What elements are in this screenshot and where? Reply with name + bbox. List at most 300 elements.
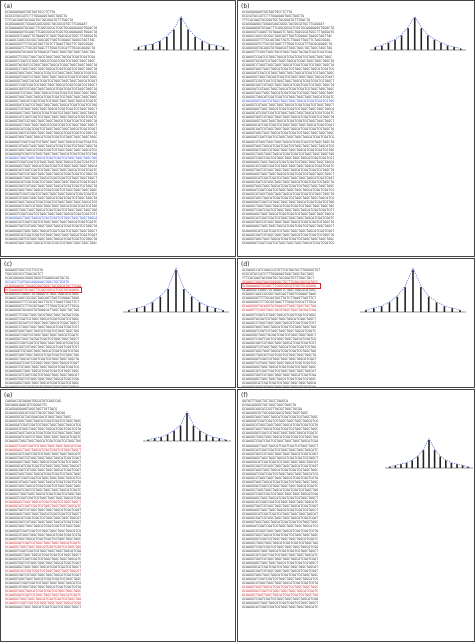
sequence-row: GCAGGAGGAAGTAGGTAGTTATTACG [5, 407, 58, 412]
histogram-bar [400, 464, 402, 468]
sequence-row: GCAAGGTAGCTAGCTAGCATCGATCGATCGTAGCTAGCTAGCTAGC [5, 135, 98, 140]
panel-b [237, 0, 475, 257]
sequence-row: GCAAGGGCTAGCTACGATCGATCGTAGCTAGCTAGCT [5, 336, 80, 341]
sequence-row: GCAAGGTAGCTAGCTAGCATCGATCGATCGTAGCTAGC [5, 419, 82, 424]
sequence-row: GCAAGGCTAGCATCGATCGATCGTAGCTAGCTAGCTAGCATCGATC [5, 99, 98, 104]
sequence-list [5, 399, 81, 609]
sequence-row: GCAAGGAGCTAGCTAGCATCGATCGATCGTAGCTAGC [242, 365, 317, 370]
sequence-row: GCAAGGTCGATCGATCGTAGCTAGCTAGCATCGATCG [242, 336, 317, 341]
histogram-bar [206, 435, 208, 441]
sequence-row: GCAAGGAGCTAGCTAGCATCGATCGATCGTAGCTAGCTAGCTAGCA [242, 107, 335, 112]
histogram-bar [423, 450, 425, 468]
histogram-bar [152, 302, 154, 312]
sequence-row: GCAAGGGGTACAGGTATGAACATTAGCTAGCTACTAG [5, 308, 80, 313]
sequence-row: GCAAGGATCGATCGTAGCTAGCTAGCTAGCATCGATC [242, 328, 317, 333]
sequence-row: GCAAGGTAGCTAGCATCGATCGATCGTAGCTAGCTAGC [242, 427, 319, 432]
sequence-row: GCAGGAAGGCTGGAGCAGCGGGCTACGGCATGCTTCAG [5, 284, 82, 289]
sequence-row: GCAGGAAGGCTGGAGCAGCGGGCTACGGCATGCTTCAGAAT [242, 22, 325, 27]
histogram-bar [456, 464, 458, 468]
histogram-bar [428, 440, 430, 468]
sequence-row: GCAAGGTAGCTAGCTAGCATCGATCGATCGTAGCTAGC [242, 573, 319, 578]
sequence-row: GCAAGGATCGATCGATCGTAGCTAGCTAGCTAGCATCG [242, 524, 319, 529]
sequence-row: GCAAGGTCGATCGATCGTAGCTAGCTAGCTAGCATCGA [5, 496, 82, 501]
sequence-row: GCAAGGGCATCGATCGATCGTAGCTAGCTAGCTAGCAT [242, 459, 319, 464]
sequence-row: GCAAGGAGCTAGCTAGCTAGCATCGATCGATCGTAGCT [242, 455, 319, 460]
sequence-row: GCAAGGAGCTAGCTAGCTAGCATCGATCGATCGTAGC [5, 381, 80, 386]
sequence-row: GCAAGGCATCGATCGATCGTAGCTAGCTAGCTAGCATC [242, 447, 319, 452]
panel-label: (b) [241, 3, 250, 10]
histogram-bar [414, 18, 416, 50]
sequence-row: GCAAGGTGATCGTAGCTAGCTAGCTAGCATCGATCGATCGTAGCTA [5, 224, 98, 229]
sequence-row: GCAAGGGATCGATCGTAGCTAGCTAGCTAGCATCGATCGATCGTAG [242, 99, 335, 104]
sequence-row: GCAAGGGCATCGATCGATCGTAGCTAGCTAGCTAGCATCGATCGAT [242, 123, 335, 128]
sequence-row: GCAAGGGATCGATCGTAGCTAGCTAGCTAGCATCGATC [5, 435, 82, 440]
sequence-row: GCAAGGTGATCGTAGCTAGCTAGCTAGCATCGATCGATCGTAGCTA [5, 119, 98, 124]
sequence-row: GCAAGGGCATCGATCGATCGTAGCTAGCTAGCTAGCATCGATCGAT [242, 228, 335, 233]
histogram-bar [439, 457, 441, 468]
histogram-bar [212, 437, 214, 441]
sequence-row: GCGCGTACCATCTTTGGAGAGTAGCTAGCTA [5, 14, 68, 19]
sequence-row: GCAAGGCGATCGTAGCTAGCTAGCATCGATCGATCGTAGCTAGCTA [5, 86, 98, 91]
sequence-row: GCAAGGCGTAGCTAGCTAGCTAGCATCGATCGATCGTA [242, 581, 319, 586]
sequence-row: GCAAGGCTAGCTAGCTAGCATCGATCGATCGTAGCTAG [242, 540, 319, 545]
sequence-row: GCAAGGAGCTAGCTAGCATCGATCGATCGTAGCTAGCT [242, 496, 319, 501]
sequence-row: GCAAGGCGATCGTAGCTAGCTAGCTAGCATCGATCGAT [242, 568, 319, 573]
sequence-row: GCAAGGGGTTTTGCAGTAGTTATCTTAAGTTAGTTCT [242, 296, 317, 301]
sequence-row: GCAAGGGATCGATCGTAGCTAGCTAGCTAGCATCGATC [242, 431, 319, 436]
sequence-row: GCAAGGCCTAGCTAGCTAGCTAGCATCGATCGATCGT [5, 324, 80, 329]
sequence-row: GCAAGGGCTAGCTACGATCGATCGTAGCTAGCTAGCTAGCATCGAT [242, 74, 335, 79]
sequence-row: GCAAGGTAGCTAGCTAGCATCGATCGATCGTAGCTAG [5, 352, 80, 357]
sequence-row: GCAAGGTAGCTAGCATCGATCGATCGTAGCTAGCTAGC [242, 585, 319, 590]
sequence-row: GCAAGGCGTAGCTAGCTAGCTAGCATCGATCGATCGTAGCTAGCTA [242, 139, 335, 144]
sequence-row: GCAAGGCGTAGCTAGCTAGCTAGCATCGATCGATCGTA [5, 479, 82, 484]
sequence-row: GCAAGGTCGATCGATCGTAGCTAGCTAGCTAGCATCGATCGATCGT [5, 159, 98, 164]
histogram-bar [447, 46, 449, 50]
panel-label: (c) [4, 261, 12, 268]
sequence-row: GCAAGGGCTAGCTACGATCGATCGTAGCTAGCTAGCTAGCATCGAT [5, 78, 98, 83]
sequence-row: GCAAGGGGTCTTGCGGTAACTTTGGATCGCATTTGCA [242, 300, 317, 305]
sequence-row: GCAAGGTAGCTAGCTAGCATCGATCGATCGTAGCTAGCTAGCTAGC [242, 236, 335, 241]
sequence-row: GCAAGGATCGTAGCTAGCTAGCATCGATCGATCGTAGCTAGCTAGC [242, 86, 335, 91]
histogram-bar [136, 308, 138, 312]
sequence-row: GCAAGGTAGCTAGCATCGATCGATCGTAGCTAGCTAGC [242, 479, 319, 484]
sequence-row: GCAAGGCGTAGCTAGCTAGCTAGCATCGATCGATCGTA [242, 423, 319, 428]
sequence-row: GCAAGGGTCAAGTTGTAAAGTCTAGCTGACGCATGGC [5, 292, 80, 297]
sequence-row: GCAAGGCATCGATCGATCGTAGCTAGCTAGCTAGCATCGATCGATC [5, 115, 98, 120]
sequence-row: GCAAGGATCGATCGATCGTAGCTAGCTAGCTAGCATCG [242, 419, 319, 424]
sequence-row: GCAAGGATCGATCGTAGCTAGCTAGCTAGCATCGATCGTAGCTAGC [242, 70, 335, 75]
sequence-row: GCAAGGTAGCTAGCATCGATCGATCGTAGCTAGCTAGC [5, 589, 82, 594]
sequence-row: GCAAGGTGATCGTAGCTAGCTAGCTAGCATCGATCGATCGTAGCTA [242, 115, 335, 120]
sequence-row: GCAAGGCATCGATCGATCGTAGCTAGCTAGCTAGCATCGATCGATC [242, 216, 335, 221]
sequence-row: GCAAGGTGATCGTAGCTAGCTAGCTAGCATCGATCGA [242, 373, 317, 378]
sequence-row: GCAAGGTACGATCGTAGCTAGCTAGCATCGACTAGCTAGCTAGCTA [242, 58, 335, 63]
sequence-row: GCAAGGTGATCGTAGCTAGCTAGCTAGCATCGATCGAT [5, 508, 82, 513]
sequence-row: GCAAGGTGATCGTAGCTAGCTAGCTAGCATCGATCGATCGTAGCTA [242, 220, 335, 225]
sequence-row: GCAAGGGATCGATCGTAGCTAGCTAGCTAGCATCGATCGATCGTAG [5, 103, 98, 108]
sequence-row: GCAAGGTAGCTAGCATCGATCGATCGTAGCTAGCTAGC [5, 536, 82, 541]
sequence-row: TTTCACGAGTACGGATGCTACAGATGTTTGACTA [242, 18, 311, 23]
histogram-bar [412, 270, 414, 312]
sequence-row: GCAAGGGCATCGATCGATCGTAGCTAGCTAGCTAGCAT [242, 512, 319, 517]
histogram-bar [180, 426, 182, 441]
sequence-row: GCAAGGCGATCGTAGCTAGCTAGCATCGATCGATCGT [242, 340, 317, 345]
histogram-bar [427, 35, 429, 50]
sequence-row: GCAAGGTAGCTAGCTAGCATCGATCGTAGCTAGCTAGCATCGATCG [5, 70, 98, 75]
sequence-row: GCAAGGGATCGATCGTAGCTAGCTAGCTAGCATCGATC [5, 540, 82, 545]
histogram-bar [160, 437, 162, 441]
panel-label: (a) [4, 3, 13, 10]
histogram-bar [186, 413, 188, 441]
histogram-bar [219, 438, 221, 441]
sequence-row: GCAAGGTAGCTAGCTAGCATCGATCGATCGTAGCTAGC [5, 471, 82, 476]
sequence-row: GCAAGGCTAGCTAGCTAGCATCGATCGATCGTAGCTAGCTAGCTAG [5, 155, 98, 160]
histogram-bar [373, 308, 375, 312]
sequence-row: GCAAGGGGTACAGGTATGAACATTAGCTAGCTACTAGCTAGCTAG [5, 50, 96, 55]
histogram [141, 408, 233, 444]
sequence-row: GCAAGGGATCGATCGTAGCTAGCTAGCTAGCATCGATCGATCGTAG [5, 151, 98, 156]
sequence-row: GCAAGGCGATCGTAGCTAGCTAGCTAGCATCGATCGAT [5, 467, 82, 472]
sequence-row: GCGAGAGAAGTGGTAGTGCCTCTTA [5, 10, 56, 14]
sequence-row: GCAAGGAGCTAGCTAGCTAGCATCGATCGATCGTAGC [242, 377, 317, 382]
sequence-row: GCAAGGAGCTAGCTAGCATCGATCGATCGTAGCTAGCT [242, 443, 319, 448]
sequence-row: GCAAGGCTAGCTAGCTAGCATCGATCGATCGTAGCTAGCTAGCTAG [5, 208, 98, 213]
sequence-row: GCAAGGTCGATCGATCGTAGCTAGCTAGCTAGCATCGA [242, 544, 319, 549]
sequence-row: GCAAGGTCGTAGCTAGCTAGCTAGCATCGATCGATCG [242, 361, 317, 366]
sequence-row: AGGAGGTGGCTCGTTCGTA [5, 268, 44, 272]
sequence-row: GCAAGGATCGATCGATCGTAGCTAGCTAGCTAGCATCG [5, 581, 82, 586]
sequence-row: GCAAGGAGCTAGCTAGCATCGATCGATCGTAGCTAGCT [5, 605, 82, 610]
sequence-row: GCGAAAAGATGCAACTTCAGCGGCATCGGTGCAGAGAGGTGGACTA [5, 26, 98, 31]
sequence-row: GCAAGGTCGTAGCTAGCTAGCTAGCATCGATCGATCGTAGCTAGCT [242, 103, 335, 108]
sequence-row: GCAAGGATCGATCGATCGTAGCTAGCTAGCTAGCATCG [242, 577, 319, 582]
sequence-row: GCAAGGCATCGATCGATCGTAGCTAGCTAGCTAGCATCGATCGATC [242, 163, 335, 168]
sequence-row: TGGCGGCGCCTGACGATCT [5, 272, 44, 277]
sequence-row: GCAAGGGCGCTACGGACGACGTAGCTAGCTAGC [5, 415, 72, 420]
sequence-row: GCAAGGCTAGCATCGATCGATCGTAGCTAGCTAGCTA [242, 352, 317, 357]
histogram-bar [214, 308, 216, 312]
sequence-row: GCAAGGCGATCGTAGCTAGCTAGCTAGCATCGATCGAT [5, 573, 82, 578]
sequence-row: GCAAGGCGATCGTAGCTAGCTAGCTAGCATCGATCGA [242, 385, 317, 388]
sequence-row: GCAAGGAGCTAGCTAGCTAGCATCGATCGATCGTAGCTAGCTAGCT [242, 224, 335, 229]
histogram-bar [428, 297, 430, 312]
sequence-row: GCAAGGCCTAGCTAGCTAGCTAGCATCGATCGATCGTAGCTAGCTA [242, 62, 335, 67]
sequence-row: GCAAGGTAGCTAGCTAGCATCGATCGATCGTAGCTAGCTAGCTAGC [242, 184, 335, 189]
sequence-row: GCAAGGGCATCGATCGATCGTAGCTAGCTAGCTAGCATCGATCGAT [242, 175, 335, 180]
sequence-row: GCAAGGGATCGATCGTAGCTAGCTAGCTAGCATCGATC [242, 589, 319, 594]
histogram-bar [374, 47, 376, 50]
histogram [383, 435, 475, 471]
histogram-bar [388, 43, 390, 50]
sequence-row: GCAAGGTAGCTAGCATCGATCGATCGTAGCTAGCTAGC [242, 532, 319, 537]
sequence-row: GCAAGGGGTTTTGCAGTAGTTATCTTAAGTTAGTTCTAGCGGAG [5, 42, 94, 47]
sequence-row: GCAAGGTCGATCGATCGTAGCTAGCTAGCTAGCATCGA [242, 439, 319, 444]
sequence-row: GCAAGGTAGCTAGCATCGATCGATCGTAGCTAGCTAGCTAGCATCG [5, 200, 98, 205]
sequence-row: GCAAGGGCATCGATCGATCGTAGCTAGCTAGCTAGCAT [242, 564, 319, 569]
sequence-row: GCAAGGCGATCGTAGCTAGCTAGCTAGCATCGATCGATCGTAGCTA [5, 131, 98, 136]
sequence-row: GCAAGGTCGATCGATCGTAGCTAGCTAGCTAGCATCGATCGATCGT [242, 208, 335, 213]
sequence-row: GCAAGGCGATCGTAGCTAGCTAGCTAGCATCGATCGATCGTAGCTA [242, 232, 335, 237]
sequence-row: GCAAGCCAGCCGCGGCTAGCAGTTAGTCGGAACTAAG [5, 296, 80, 301]
histogram-bar [194, 37, 196, 50]
panel-c [0, 258, 236, 388]
sequence-row: GCAAGGTCGATCGATCGTAGCTAGCTAGCTAGCATCGA [5, 443, 82, 448]
sequence-row: GCAAGGTAGCTAGCTAGCATCGATCGTAGCTAGCTAG [242, 324, 317, 329]
panel-label: (f) [241, 392, 248, 399]
histogram-bar [128, 310, 130, 312]
sequence-row: GCAAGGATCGATCGATCGTAGCTAGCTAGCTAGCATCG [5, 528, 82, 533]
sequence-row: GCAAGCCGAGTGACGGGGGCTGCTTCGACGGCCATGCC [242, 280, 319, 285]
sequence-row: GCAAGGATCGTAGCTAGCTAGCATCGATCGATCGTAG [5, 348, 80, 353]
histogram-bar [207, 306, 209, 312]
histogram-bar [201, 41, 203, 50]
histogram [358, 265, 468, 315]
sequence-row: GCAAGGAGCTAGCTAGCATCGATCGATCGTAGCTAGCTAGCTAGCA [242, 159, 335, 164]
sequence-row: GCAAGGAGCTAGCTAGCATCGATCGATCGTAGCTAGCT [5, 447, 82, 452]
sequence-row: GCAAGGTCGATCGATCGTAGCTAGCTAGCATCGATCG [5, 340, 80, 345]
sequence-row: GCAAGGTCGATCGATCGTAGCTAGCTAGCTAGCATCGA [242, 492, 319, 497]
histogram-bar [193, 426, 195, 441]
histogram-bar [160, 297, 162, 312]
sequence-row: GCAAGGCTAGCTAGCTAGCATCGATCGATCGTAGCTAG [242, 435, 319, 440]
sequence-row: GCAAGGTACGATCGTAGCTAGCTAGCATCGACTAGCT [5, 320, 80, 325]
sequence-row: GCAAGGCCTAGCTAGCTAGCTAGCATCGATCGATCGT [242, 320, 317, 325]
sequence-row: GCAAGGGGTACAGGTATGAACATTAGCTAGCTACTAG [242, 304, 317, 309]
sequence-row: GCAAGGCTAGCTAGCTAGCATCGATCGATCGTAGCTAGCTAGCTAG [242, 151, 335, 156]
sequence-row: GCAAGGAGCTAGCTAGCTAGCATCGATCGATCGTAGCT [5, 564, 82, 569]
sequence-row: GCAAGGAGCTAGCTAGCTAGCATCGATCGATCGTAGCTAGCTAGCT [242, 119, 335, 124]
sequence-row: GCAAGGAGCTAGCTAGCATCGATCGATCGTAGCTAGCT [5, 500, 82, 505]
panel-label: (e) [4, 392, 13, 399]
sequence-row: GCAAGGGGTACAGGTATGAACATTAGCTAGCTACTAGCTAGCTAG [242, 46, 333, 51]
sequence-row: GCAAGGCTAGCATCGATCGATCGTAGCTAGCTAGCTA [5, 357, 80, 362]
sequence-row: GCAAGGCATCGATCGATCGTAGCTAGCTAGCTAGCAT [242, 369, 317, 374]
sequence-row: GCAAGGTGATCGTAGCTAGCTAGCTAGCATCGATCGAT [242, 504, 319, 509]
histogram-bar [381, 306, 383, 312]
sequence-row: GCAAGGTCGTAGCTAGCTAGCTAGCATCGATCGATCGTAGCTAGCT [5, 107, 98, 112]
histogram-bar [144, 306, 146, 312]
sequence-row: GCAAGGAGCTAGCTAGCTAGCATCGATCGATCGTAGCT [5, 512, 82, 517]
sequence-row: GCAAGGTGATCGTAGCTAGCTAGCTAGCATCGATCGATCGTAGCTA [242, 167, 335, 172]
sequence-row: GCAAGGCATCGATCGATCGTAGCTAGCTAGCTAGCATC [242, 605, 319, 610]
histogram-bar [434, 450, 436, 468]
histogram-bar [147, 440, 149, 441]
sequence-row: GCAAGGCGTAGCTAGCTAGCTAGCATCGATCGATCGTAGCTAGCTA [242, 192, 335, 197]
sequence-row: CAAGACCATAGAATGGCATATCAGCCAG [5, 399, 62, 403]
sequence-row: GCAAGGTCGATCGATCGTAGCTAGCTAGCTAGCATCGA [5, 548, 82, 553]
sequence-row: GCAAGGGCATCGATCGATCGTAGCTAGCTAGCTAGCA [5, 385, 80, 388]
panel-d [237, 258, 475, 388]
sequence-row: GCAAGGCAGCATCGGTTACGCTAGCTACGA [242, 407, 303, 412]
histogram-bar [152, 44, 154, 50]
sequence-row: GCAAGGCGTAGCTAGCTAGCTAGCATCGATCGATCGTA [5, 532, 82, 537]
panel-f [237, 389, 475, 642]
sequence-row: GCAAGGCGATCGTAGCTAGCTAGCTAGCATCGATCGAT [242, 463, 319, 468]
histogram-bar [138, 47, 140, 50]
sequence-row: GCAAGGTAGCTAGCTAGCATCGATCGATCGTAGCTAGCTAGCTAGC [242, 90, 335, 95]
sequence-row: GCAAGGATCGATCGATCGTAGCTAGCTAGCTAGCATCGATCGATCG [5, 139, 98, 144]
sequence-row: GCAAGGTCGATCGATCGTAGCTAGCTAGCTAGCATCGA [242, 597, 319, 602]
sequence-row: GCAAGGTAGCTAGCTAGCATCGATCGATCGTAGCTAGCTAGCTAGC [5, 188, 98, 193]
sequence-row: GCAAGGAGCTAGCTAGCATCGATCGATCGTAGCTAGCT [242, 601, 319, 606]
sequence-row: GCAAGGTAGCTAGCTAGCATCGATCGATCGTAGCTAGC [242, 520, 319, 525]
sequence-row: GCGACAGGGCTACTAGCTAGCTAGCTA [242, 403, 297, 408]
histogram-bar [395, 465, 397, 468]
sequence-row: GCAAGGGATCGATCGTAGCTAGCTAGCTAGCATCGAT [242, 357, 317, 362]
sequence-row: GCAAGGTCGATCGATCGTAGCTAGCTAGCTAGCATCGATCGATCGT [242, 155, 335, 160]
sequence-row: GCAAGGCGATCGTAGCTAGCTAGCTAGCATCGATCGATCGTAGCTA [5, 184, 98, 189]
sequence-row: GCGAAAAGATGCAACTTCAGCGGCATCGGTGCAGAGA [242, 284, 320, 288]
histogram-bar [223, 47, 225, 50]
histogram-bar [467, 467, 469, 468]
histogram-bar [404, 287, 406, 312]
histogram [121, 265, 231, 315]
sequence-row: GCAAGGTAGCTAGCTAGCATCGATCGATCGTAGCTAGCTAGCTAGC [5, 94, 98, 99]
sequence-row: GCAAGGGCATCGATCGATCGTAGCTAGCTAGCTAGCAT [5, 568, 82, 573]
sequence-row: GCAAGGTAGCTAGCTAGCATCGATCGATCGTAGCTAG [242, 348, 317, 353]
sequence-row: GCAAGGTACGATCGTAGCTAGCTAGCATCGACTAGCTAGCTAGCTA [5, 62, 98, 67]
histogram-bar [459, 310, 461, 312]
sequence-list [242, 10, 334, 245]
sequence-row: TTTCACGAGTACGGATGCTACAGATGTTTGACTA [5, 18, 74, 23]
sequence-row: GCAAGGTAGCTAGCTAGCATCGATCGATCGTAGCTAGC [242, 467, 319, 472]
sequence-row: GCAAGGCTAGCTAGCTAGCATCGATCGATCGTAGCTAG [242, 593, 319, 598]
sequence-row: GCAAGGATCGATCGATCGTAGCTAGCTAGCTAGCATCGATCGATCG [242, 240, 335, 245]
sequence-row: GCAAGGAGCTAGCTAGCATCGATCGATCGTAGCTAGCTAGCTAGCA [242, 212, 335, 217]
sequence-row: GCAAGGTCGATCGATCGTAGCTAGCTAGCTAGCATCGATCGATCGT [5, 212, 98, 217]
sequence-row: GCAAGGCTAGCTAGCTAGCATCGATCGATCGTAGCTAG [5, 492, 82, 497]
sequence-row: GCAAGGAGCTAGCTAGCATCGATCGATCGTAGCTAGC [5, 369, 80, 374]
sequence-row: GCAAGGTCGATCGATCGTAGCTAGCTAGCATCGATCGATCGTAGCT [5, 82, 98, 87]
histogram-bar [445, 460, 447, 468]
histogram-bar [440, 43, 442, 50]
histogram-bar [222, 310, 224, 312]
sequence-row: GCAAGGCATCGATCGATCGTAGCTAGCTAGCTAGCATCGATCGATC [242, 111, 335, 116]
sequence-row: GCAAGGATCGATCGATCGTAGCTAGCTAGCTAGCATCG [242, 471, 319, 476]
sequence-row: GCAAGGAGCTAGCTAGCTAGCATCGATCGATCGTAGCT [242, 560, 319, 565]
sequence-row: GCAAGGCTAGCTAGCTAGCATCGATCGATCGTAGCTAG [5, 439, 82, 444]
sequence-row: GCAAGGCGTAGCTAGCTAGCTAGCATCGATCGATCGTA [5, 427, 82, 432]
panel-e [0, 389, 236, 642]
sequence-row: GCAAGCCAGCCGCGGCTAGCAGTTAGTCGGAACTAAG [242, 292, 317, 297]
sequence-row: GCAAGGAGCTAGCTAGCTAGCATCGATCGATCGTAGCTAGCTAGCT [242, 171, 335, 176]
sequence-row: GCAAGGGCGCTACGGACGACGTAGCTAGCTAGC [242, 411, 309, 416]
histogram-bar [191, 297, 193, 312]
sequence-row: GCAAGGTGATCGTAGCTAGCTAGCTAGCATCGATCGAT [5, 455, 82, 460]
histogram-bar [154, 438, 156, 441]
histogram-bar [167, 289, 169, 312]
sequence-row: GCAAGGATCGATCGATCGTAGCTAGCTAGCTAGCATCGATCGATCG [242, 188, 335, 193]
histogram-bar [183, 289, 185, 312]
sequence-row: GCAAGGTCGTAGCTAGCTAGCTAGCATCGATCGATCG [5, 365, 80, 370]
sequence-row: GCAAGGCTAGCTAGCTAGCATCGATCGATCGTAGCTAG [5, 544, 82, 549]
sequence-row: GCAAGGGGTCTTGCGGTAACTTTGGATCGCATTTGCACAGAGCTA [5, 46, 96, 51]
sequence-row: GCAAGGGCATCGATCGATCGTAGCTAGCTAGCTAGCA [242, 381, 317, 386]
histogram-bar [225, 440, 227, 441]
sequence-row: GCAGGAAGGCTGGAGCAGCGGGCTACGGCATGCTTCAGAAT [5, 22, 88, 27]
histogram-bar [173, 431, 175, 441]
histogram-bar [406, 463, 408, 468]
sequence-row: GCGCGTACCATCTTTGGAGAGTAGCTAGCTA [242, 14, 305, 19]
sequence-row: GCAAGGCTAGCATCGATCGATCGTAGCTAGCTAGCTAGCATCGATC [242, 94, 335, 99]
sequence-row: GCAAGGAGCTAGCTAGCTAGCATCGATCGATCGTAGCTAGCTAGCT [5, 175, 98, 180]
histogram-bar [451, 308, 453, 312]
histogram [131, 13, 231, 53]
sequence-row: GCAAGGAGCTAGCTAGCTAGCATCGATCGATCGTAGCT [5, 459, 82, 464]
histogram-bar [451, 463, 453, 468]
sequence-row: GCAAGGTCGATCGTAGCTAGCATCGATCGATCGTAGC [242, 312, 317, 317]
sequence-row: GCAAGGTTCGGCTAGCTACGTAGCTAGCTACGATCGATCGATCGA [242, 50, 333, 55]
sequence-row: GCAAGGGATCGATCGTAGCTAGCTAGCTAGCATCGATC [242, 483, 319, 488]
histogram-bar [166, 37, 168, 50]
sequence-list [242, 399, 318, 609]
sequence-row: GCAAGGGCATCGATCGATCGTAGCTAGCTAGCTAGCATCGATCGAT [5, 127, 98, 132]
sequence-row: GCAAGGCGATCGTAGCTAGCTAGCTAGCATCGATCGATCGTAGCTA [5, 236, 98, 241]
sequence-row: GCAAGGAGCTAGCTAGCATCGATCGATCGTAGCTAGCT [5, 552, 82, 557]
sequence-row: GCAAGGTAGCTAGCATCGATCGATCGTAGCTAGCTAGCTAGCATCG [242, 143, 335, 148]
sequence-row: GCAAGGTAGCTAGCTAGCATCGATCGTAGCTAGCTAG [5, 328, 80, 333]
histogram-bar [381, 46, 383, 50]
sequence-row: GCAAGGTAGCTAGCTAGCATCGATCGTAGCTAGCTAGCATCGATCG [242, 66, 335, 71]
histogram-bar [199, 302, 201, 312]
sequence-row: GCAAGGGCTAGCTACGATCGATCGTAGCTAGCTAGCT [242, 332, 317, 337]
sequence-row: GCAAGGTAGCTAGCTAGCATCGATCGATCGTAGCTAGC [242, 415, 319, 420]
sequence-row: GCAAGCCAGCCGCGGCTAGCAGTTAGTCGGAACTAAGGTAGTTAC [5, 38, 96, 43]
sequence-row: GCAAGGGTCAAGTTGTAAAGTCTAGCTGACGCATGGCTTTAGGATG [242, 30, 335, 35]
histogram-bar [420, 28, 422, 50]
histogram-bar [180, 18, 182, 50]
sequence-row: GCAAGGAGCTAGCTAGCATCGATCGATCGTAGCTAGCT [242, 548, 319, 553]
sequence-row: GCAAGGCAGCATCGGTTACGCTAGCTACGA [5, 411, 66, 416]
sequence-list [5, 10, 97, 245]
sequence-row: TTTCACGAGTACGGATGCTACAGATGTTTGACTACT [242, 276, 315, 281]
sequence-list [242, 268, 320, 388]
sequence-row: GCAAGGTACGATCGTAGCTAGCTAGCATCGACTAGCT [242, 316, 317, 321]
histogram-bar [145, 46, 147, 50]
histogram-bar [411, 460, 413, 468]
sequence-row: GCAAGGAGCTAGCTAGCATCGATCGATCGTAGCTAGCTAGCTAGCA [5, 163, 98, 168]
sequence-row: GCAAGGCGATCGTAGCTAGCTAGCATCGATCGATCGT [5, 344, 80, 349]
sequence-row: GCAAGGATCGATCGATCGTAGCTAGCTAGCTAGCATCGATCGATCG [5, 192, 98, 197]
sequence-row: GCAAGGTAGCTAGCATCGATCGATCGTAGCTAGCTAGC [5, 431, 82, 436]
sequence-row: GCAAGGGGTCTTGCGGTAACTTTGGATCGCATTTGCA [5, 304, 80, 309]
sequence-row: GCGAGGCCATCGAGCCGTGTTCGTAGTACTTGGAGGTGT [242, 268, 321, 272]
histogram-bar [444, 306, 446, 312]
sequence-row: GCAAGGATCGATCGATCGTAGCTAGCTAGCTAGCATCG [5, 423, 82, 428]
sequence-row: GCGAAAAGATGCAACTTCAGCGGCATCGGTGCAGAGAGGTGGACTA [5, 30, 98, 35]
sequence-row: GCAAGGCTAGCTAGCTAGCATCGATCGATCGTAGCTAGCTAGCTAG [242, 204, 335, 209]
sequence-row: GCAAGGCATCGATCGATCGTAGCTAGCTAGCTAGCATC [242, 500, 319, 505]
sequence-row: GCAAGGGGTTTTGCAGTAGTTATCTTAAGTTAGTTCTAGCGGAG [242, 38, 331, 43]
sequence-row: GCAAGGGCATCGATCGATCGTAGCTAGCTAGCTAGCAT [5, 463, 82, 468]
panel-a [0, 0, 236, 257]
sequence-row: GCAAGGTAGCTAGCATCGATCGATCGTAGCTAGCTAGCTAGCATCG [242, 196, 335, 201]
histogram-bar [401, 35, 403, 50]
histogram-bar [394, 40, 396, 50]
histogram-bar [389, 302, 391, 312]
sequence-row: GCAAGGGCATCGATCGATCGTAGCTAGCTAGCTAGCATCGATCGAT [5, 179, 98, 184]
sequence-row: GCAAGGATCGATCGTAGCTAGCTAGCTAGCATCGATCGTAGCTAGC [5, 74, 98, 79]
histogram-bar [453, 47, 455, 50]
sequence-row: GCAAGGCTAGCTAGCTAGCATCGATCGATCGTAGCTAG [5, 597, 82, 602]
sequence-row: GCAAGGGCATCGATCGATCGTAGCTAGCTAGCTAGCATCGATCGAT [5, 232, 98, 237]
sequence-row: GCAAGGCTAGCTAGCTAGCATCGATCGATCGTAGCTAG [242, 488, 319, 493]
sequence-row: GCGCGTACCATCTTTGGAGAGTAGCTAGCTACTAGC [242, 272, 315, 277]
sequence-row: GCAAGGTAGCTAGCTAGCATCGATCGATCGTAGCTAGCTAGCTAGC [5, 240, 98, 245]
sequence-row: GCAAGGTTCGGCTAGCTACGTAGCTAGCTACGATCGA [5, 312, 80, 317]
sequence-row: GCAAGGCGTAGCTAGCTAGCTAGCATCGATCGATCGTAGCTAGCTA [5, 196, 98, 201]
